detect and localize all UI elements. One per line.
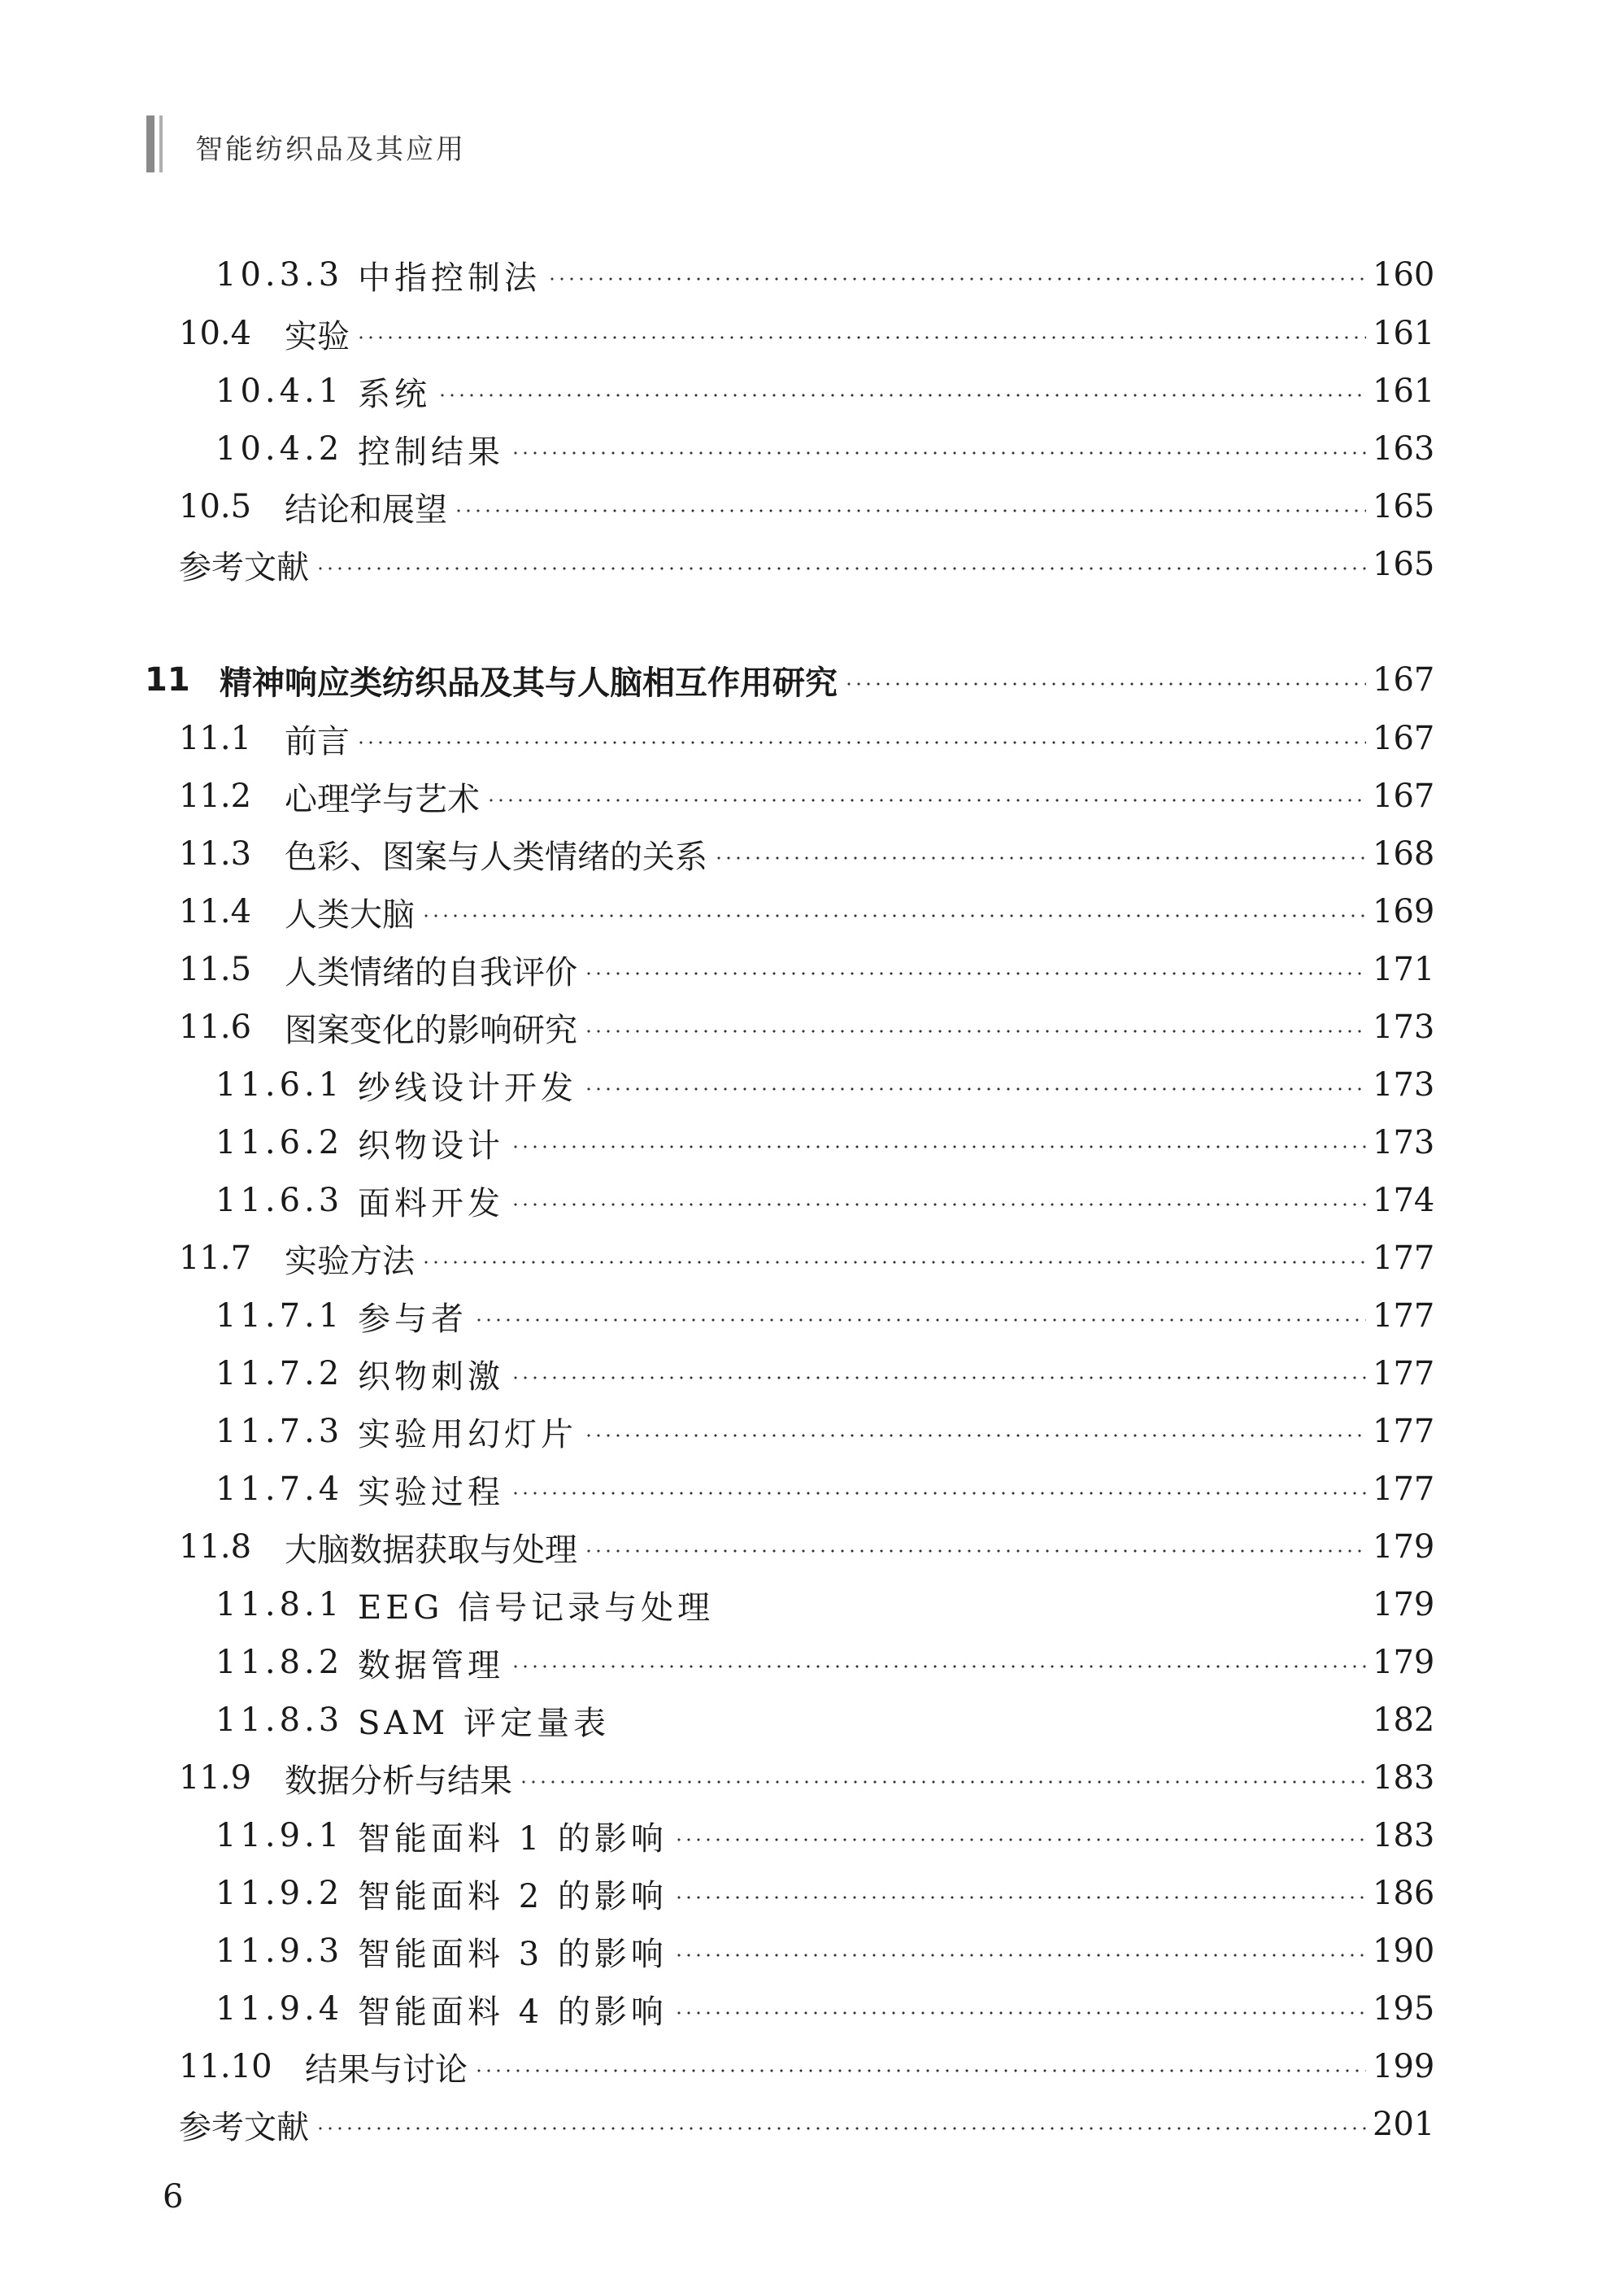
toc-dot-leader xyxy=(315,567,1366,570)
toc-dot-leader xyxy=(844,682,1366,686)
toc-entry-title: 人类大脑 xyxy=(285,895,415,934)
toc-entry[interactable] xyxy=(215,1407,1434,1456)
toc-entry-title: 人类情绪的自我评价 xyxy=(285,953,577,991)
toc-entry[interactable] xyxy=(215,1349,1434,1398)
toc-entry-title: 面料开发 xyxy=(358,1184,504,1222)
toc-entry-page: 173 xyxy=(1373,1009,1435,1046)
toc-entry-number: 11.2 xyxy=(179,778,252,815)
toc-entry[interactable] xyxy=(215,1811,1434,1860)
toc-entry-number: 11.8.3 xyxy=(215,1701,344,1739)
toc-entry-number: 11.8.1 xyxy=(215,1586,344,1623)
toc-entry[interactable] xyxy=(179,772,1434,821)
toc-dot-leader xyxy=(511,451,1366,455)
toc-entry-number: 10.4.1 xyxy=(215,373,344,410)
toc-entry-page: 199 xyxy=(1373,2048,1435,2085)
toc-entry-number: 11.8 xyxy=(179,1528,252,1566)
toc-entry-title: 结论和展望 xyxy=(285,490,447,529)
toc-entry-page: 195 xyxy=(1373,1990,1435,2028)
toc-entry-page: 183 xyxy=(1373,1759,1435,1797)
toc-entry-number: 11.9.1 xyxy=(215,1817,344,1854)
toc-entry[interactable] xyxy=(215,1292,1434,1340)
toc-entry-page: 190 xyxy=(1373,1932,1435,1970)
toc-dot-leader xyxy=(511,1376,1366,1379)
toc-entry-page: 161 xyxy=(1373,373,1435,410)
toc-dot-leader xyxy=(511,1145,1366,1148)
toc-entry-number: 11.3 xyxy=(179,835,252,873)
toc-entry-title: 系统 xyxy=(358,375,431,413)
toc-entry-page: 186 xyxy=(1373,1875,1435,1912)
toc-entry[interactable] xyxy=(215,1580,1434,1629)
toc-dot-leader xyxy=(584,1434,1366,1437)
toc-entry[interactable] xyxy=(215,1984,1434,2033)
toc-dot-leader xyxy=(547,277,1366,281)
toc-entry-number: 11.9.4 xyxy=(215,1990,344,2028)
toc-dot-leader xyxy=(584,1087,1366,1091)
toc-entry-page: 201 xyxy=(1373,2106,1435,2143)
toc-entry-number: 11.6.3 xyxy=(215,1182,344,1219)
toc-entry[interactable] xyxy=(215,1118,1434,1167)
toc-entry-title: 结果与讨论 xyxy=(305,2050,468,2089)
toc-dot-leader xyxy=(720,1607,1366,1610)
toc-entry-page: 177 xyxy=(1373,1470,1435,1508)
toc-dot-leader xyxy=(511,1492,1366,1495)
toc-entry-page: 171 xyxy=(1373,951,1435,988)
toc-entry-page: 167 xyxy=(1373,720,1435,757)
toc-dot-leader xyxy=(421,914,1366,917)
toc-entry[interactable] xyxy=(179,309,1434,358)
toc-dot-leader xyxy=(584,1549,1366,1553)
toc-entry-number: 11.4 xyxy=(179,893,252,930)
toc-entry-title: 色彩、图案与人类情绪的关系 xyxy=(285,838,707,876)
toc-entry[interactable] xyxy=(179,714,1434,763)
toc-dot-leader xyxy=(674,1954,1366,1957)
running-header-title: 智能纺织品及其应用 xyxy=(195,133,466,166)
toc-entry[interactable] xyxy=(215,1869,1434,1918)
toc-entry-title: 智能面料 4 的影响 xyxy=(358,1993,668,2031)
toc-entry-page: 165 xyxy=(1373,546,1435,583)
toc-entry-page: 167 xyxy=(1373,661,1435,699)
toc-entry-title: 参与者 xyxy=(358,1300,468,1338)
toc-entry-title: 织物设计 xyxy=(358,1126,504,1165)
toc-entry-page: 182 xyxy=(1373,1701,1435,1739)
toc-entry[interactable] xyxy=(179,1754,1434,1802)
toc-entry-page: 173 xyxy=(1373,1066,1435,1104)
toc-entry-page: 179 xyxy=(1373,1644,1435,1681)
toc-entry-number: 11.7.3 xyxy=(215,1413,344,1450)
page-number: 6 xyxy=(163,2178,184,2215)
toc-entry-page: 179 xyxy=(1373,1528,1435,1566)
toc-dot-leader xyxy=(714,856,1366,860)
toc-entry[interactable] xyxy=(179,830,1434,878)
toc-entry-title: 图案变化的影响研究 xyxy=(285,1011,577,1049)
toc-entry-title: 精神响应类纺织品及其与人脑相互作用研究 xyxy=(220,664,838,702)
toc-entry-number: 11 xyxy=(145,661,190,699)
toc-entry-page: 165 xyxy=(1373,488,1435,525)
toc-entry[interactable] xyxy=(215,425,1434,473)
toc-entry-page: 169 xyxy=(1373,893,1435,930)
toc-entry-number: 10.4.2 xyxy=(215,430,344,468)
toc-entry-title: 中指控制法 xyxy=(358,259,541,297)
toc-entry[interactable] xyxy=(179,482,1434,531)
toc-dot-leader xyxy=(437,394,1366,397)
toc-dot-leader xyxy=(584,972,1366,975)
toc-entry-page: 179 xyxy=(1373,1586,1435,1623)
toc-entry-title: SAM 评定量表 xyxy=(358,1704,610,1742)
toc-entry-number: 10.4 xyxy=(179,315,252,352)
toc-entry-title: 前言 xyxy=(285,722,350,760)
toc-dot-leader xyxy=(356,336,1366,339)
toc-entry-title: 实验 xyxy=(285,317,350,355)
toc-entry-page: 160 xyxy=(1373,256,1435,294)
toc-dot-leader xyxy=(486,799,1366,802)
toc-entry-number: 11.10 xyxy=(179,2048,272,2085)
toc-entry-title: 参考文献 xyxy=(179,2108,309,2146)
toc-dot-leader xyxy=(454,509,1366,512)
toc-entry-number: 10.3.3 xyxy=(215,256,344,294)
toc-entry-number: 10.5 xyxy=(179,488,252,525)
toc-entry-number: 11.6.2 xyxy=(215,1124,344,1161)
toc-entry[interactable] xyxy=(179,1003,1434,1052)
toc-dot-leader xyxy=(674,1896,1366,1899)
toc-entry-page: 177 xyxy=(1373,1355,1435,1392)
toc-dot-leader xyxy=(519,1780,1366,1784)
toc-dot-leader xyxy=(674,1838,1366,1841)
toc-entry[interactable] xyxy=(215,1465,1434,1514)
toc-entry-title: 实验过程 xyxy=(358,1473,504,1511)
toc-entry[interactable] xyxy=(215,1061,1434,1109)
toc-entry-title: 参考文献 xyxy=(179,548,309,586)
toc-dot-leader xyxy=(584,1030,1366,1033)
toc-dot-leader xyxy=(421,1261,1366,1264)
header-bar-thin xyxy=(159,115,163,172)
toc-entry-title: 数据管理 xyxy=(358,1646,504,1684)
toc-entry-title: 实验用幻灯片 xyxy=(358,1415,577,1453)
toc-entry-title: 数据分析与结果 xyxy=(285,1762,512,1800)
toc-entry[interactable] xyxy=(145,656,1434,704)
toc-entry[interactable] xyxy=(179,540,1434,589)
toc-entry-title: EEG 信号记录与处理 xyxy=(358,1588,715,1627)
toc-entry-page: 174 xyxy=(1373,1182,1435,1219)
toc-entry[interactable] xyxy=(179,945,1434,994)
toc-entry[interactable] xyxy=(179,2100,1434,2149)
toc-dot-leader xyxy=(315,2127,1366,2130)
toc-dot-leader xyxy=(616,1723,1366,1726)
toc-entry-number: 11.7 xyxy=(179,1239,252,1277)
toc-entry-page: 183 xyxy=(1373,1817,1435,1854)
toc-entry-number: 11.6 xyxy=(179,1009,252,1046)
toc-entry[interactable] xyxy=(179,1523,1434,1571)
toc-entry-page: 161 xyxy=(1373,315,1435,352)
toc-entry-number: 11.1 xyxy=(179,720,252,757)
toc-dot-leader xyxy=(674,2011,1366,2015)
toc-dot-leader xyxy=(511,1203,1366,1206)
toc-entry-number: 11.9.2 xyxy=(215,1875,344,1912)
toc-dot-leader xyxy=(356,741,1366,744)
toc-dot-leader xyxy=(474,2069,1366,2072)
toc-entry-number: 11.8.2 xyxy=(215,1644,344,1681)
toc-entry-number: 11.7.1 xyxy=(215,1297,344,1335)
toc-entry[interactable] xyxy=(179,1234,1434,1283)
toc-entry-title: 织物刺激 xyxy=(358,1357,504,1396)
toc-entry[interactable] xyxy=(179,887,1434,936)
toc-entry-page: 168 xyxy=(1373,835,1435,873)
toc-entry[interactable] xyxy=(179,2042,1434,2091)
toc-dot-leader xyxy=(474,1318,1366,1322)
toc-entry-title: 心理学与艺术 xyxy=(285,780,480,818)
toc-entry-title: 大脑数据获取与处理 xyxy=(285,1531,577,1569)
toc-entry-title: 实验方法 xyxy=(285,1242,415,1280)
toc-dot-leader xyxy=(511,1665,1366,1668)
toc-entry-title: 智能面料 1 的影响 xyxy=(358,1819,668,1858)
toc-entry-title: 纱线设计开发 xyxy=(358,1069,577,1107)
toc-entry[interactable] xyxy=(215,1696,1434,1745)
toc-entry[interactable] xyxy=(215,367,1434,416)
toc-entry-number: 11.7.2 xyxy=(215,1355,344,1392)
toc-entry-title: 智能面料 2 的影响 xyxy=(358,1877,668,1915)
toc-entry-page: 177 xyxy=(1373,1297,1435,1335)
toc-entry[interactable] xyxy=(215,251,1434,299)
toc-entry-number: 11.5 xyxy=(179,951,252,988)
toc-entry-page: 177 xyxy=(1373,1413,1435,1450)
toc-entry-page: 177 xyxy=(1373,1239,1435,1277)
header-bar-thick xyxy=(146,115,154,172)
toc-entry-number: 11.9.3 xyxy=(215,1932,344,1970)
toc-entry-number: 11.9 xyxy=(179,1759,252,1797)
toc-entry-page: 167 xyxy=(1373,778,1435,815)
toc-entry[interactable] xyxy=(215,1927,1434,1976)
toc-entry-title: 智能面料 3 的影响 xyxy=(358,1935,668,1973)
toc-entry[interactable] xyxy=(215,1176,1434,1225)
toc-entry[interactable] xyxy=(215,1638,1434,1687)
toc-entry-number: 11.6.1 xyxy=(215,1066,344,1104)
toc-entry-number: 11.7.4 xyxy=(215,1470,344,1508)
toc-entry-page: 173 xyxy=(1373,1124,1435,1161)
toc-entry-page: 163 xyxy=(1373,430,1435,468)
toc-entry-title: 控制结果 xyxy=(358,433,504,471)
